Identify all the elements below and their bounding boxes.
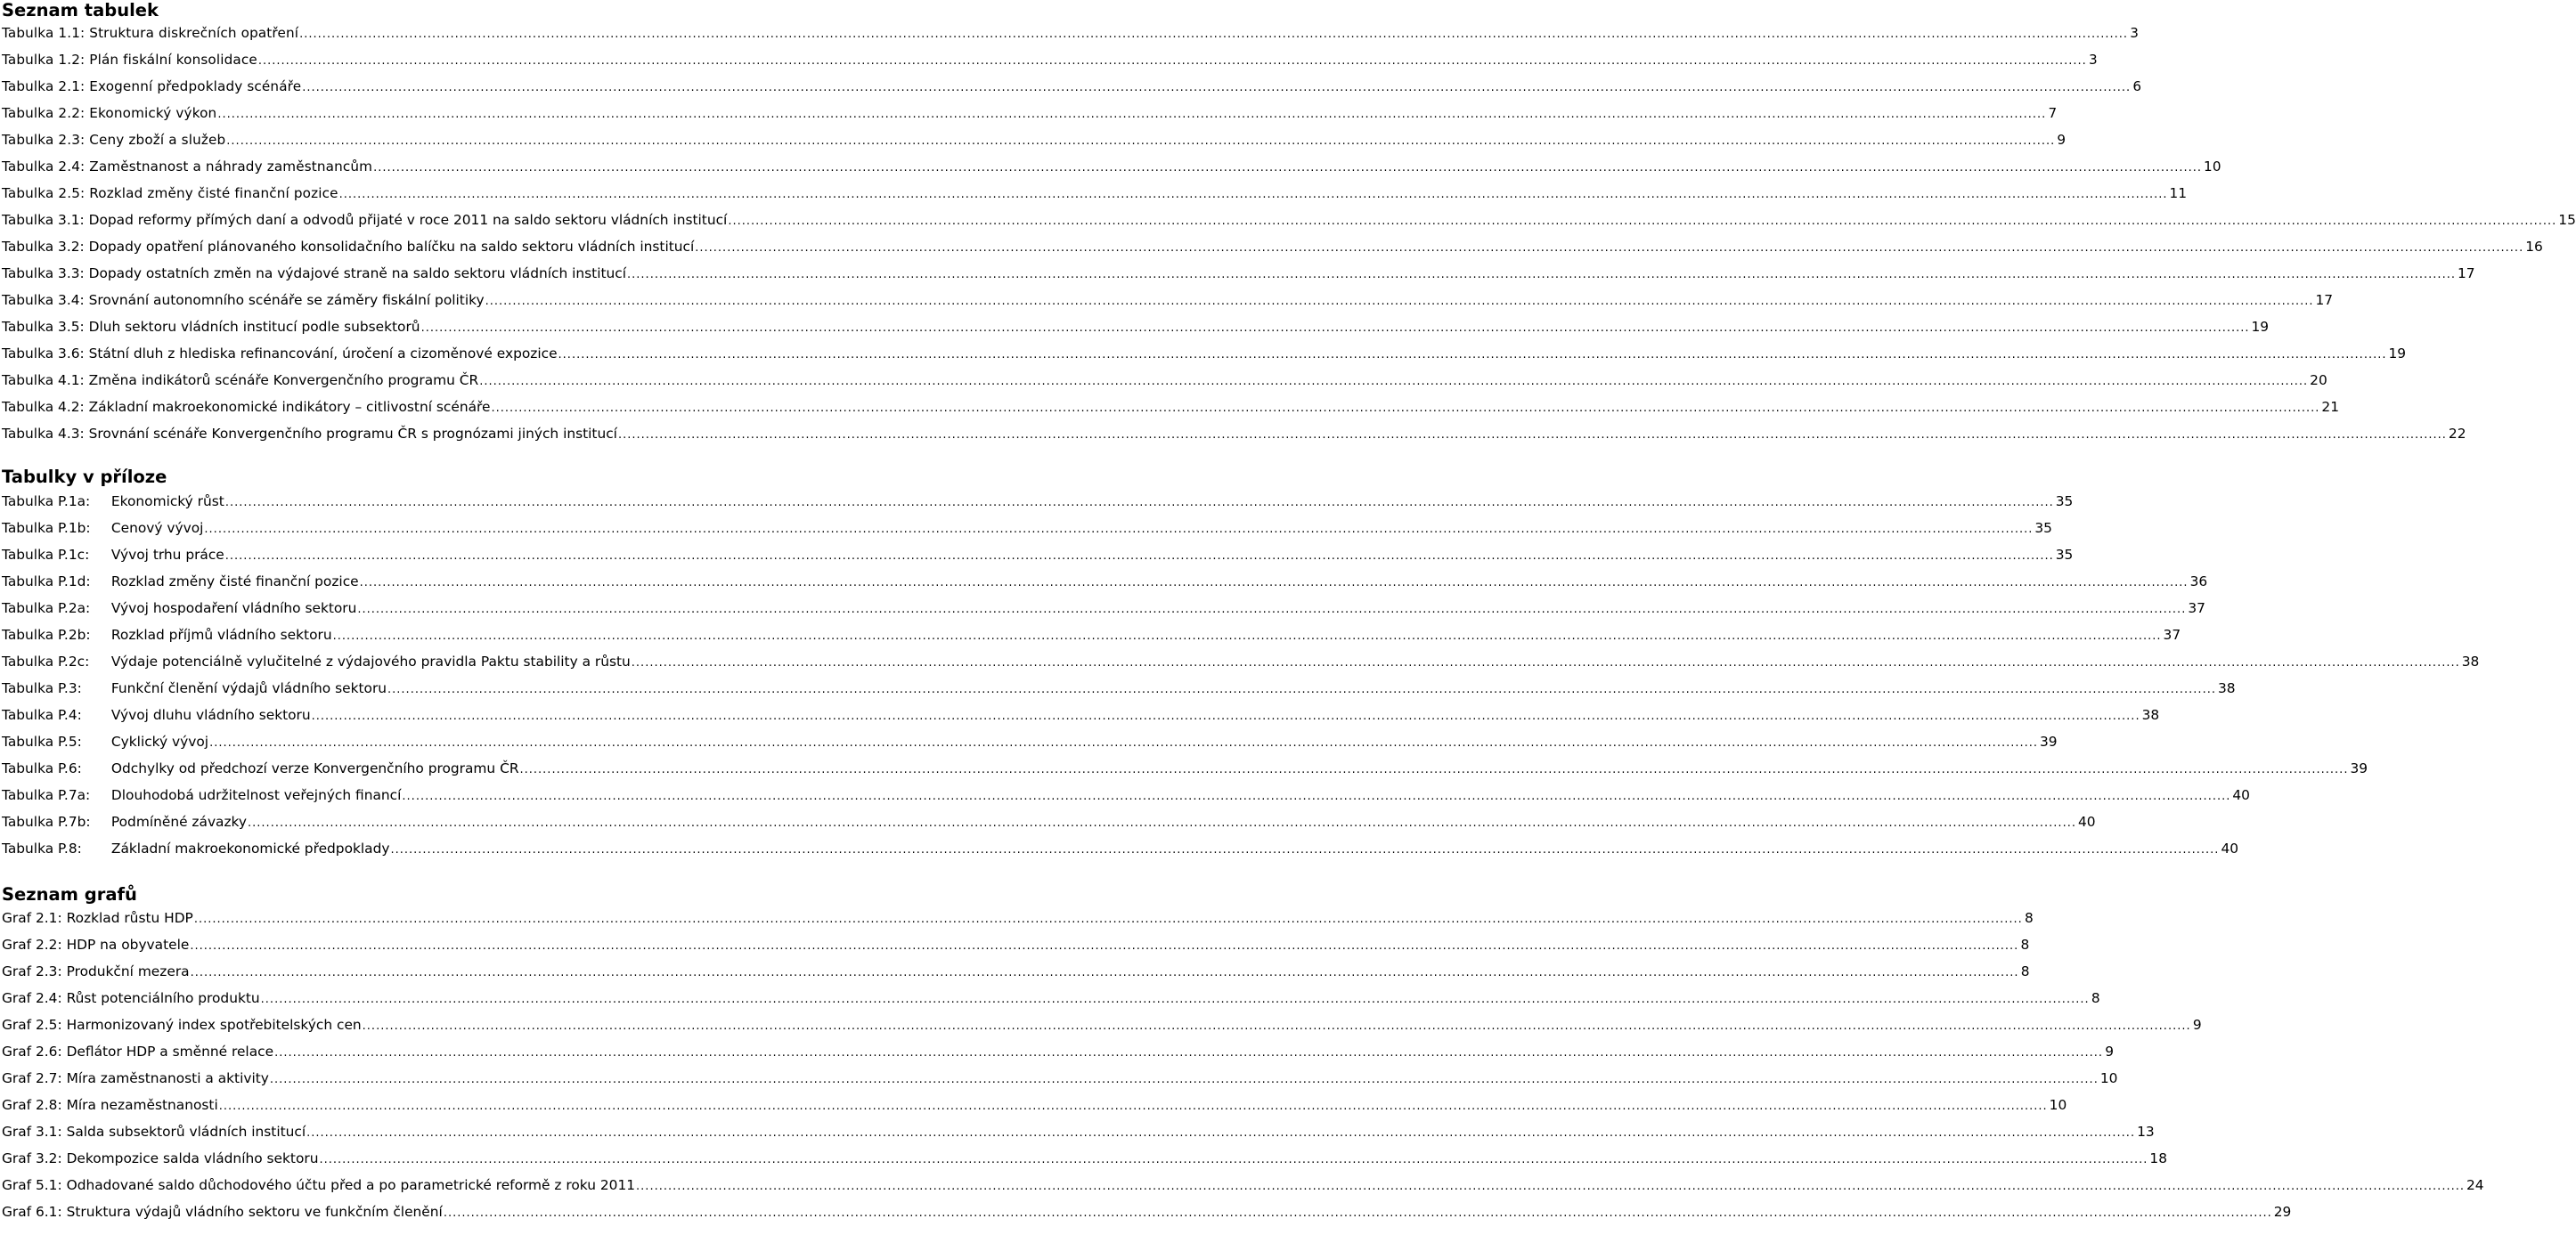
toc-entry-page-number: 35 <box>2055 493 2074 509</box>
toc-entry-code: Tabulka 2.4: <box>2 158 86 175</box>
toc-entry-page-number: 10 <box>2099 1070 2118 1086</box>
toc-entry[interactable] <box>2 73 2142 100</box>
toc-entry-code: Tabulka P.2c: <box>2 654 90 670</box>
toc-entry-title: Struktura diskrečních opatření <box>89 25 299 41</box>
toc-entry-page-number: 40 <box>2077 814 2096 830</box>
dot-leader: ................................................................................................................................................................................................................................................................................................................................................................................................................ <box>226 134 2056 148</box>
toc-entry-code: Graf 3.2: <box>2 1150 62 1166</box>
toc-entry-code: Graf 2.4: <box>2 990 62 1006</box>
dot-leader: ................................................................................................................................................................................................................................................................................................................................................................................................................ <box>319 1153 2148 1166</box>
toc-entry-title: Odhadované saldo důchodového účtu před a po parametrické reformě z roku 2011 <box>66 1177 636 1193</box>
toc-entry-page-number: 39 <box>2350 760 2368 776</box>
toc-entry-code: Tabulka P.7a: <box>2 787 91 803</box>
toc-entry-code: Tabulka P.1b: <box>2 520 91 536</box>
toc-entry[interactable] <box>2 1198 2292 1225</box>
toc-entry-label <box>2 702 311 728</box>
toc-entry[interactable] <box>2 100 2058 126</box>
toc-entry-title: Dekompozice salda vládního sektoru <box>66 1150 319 1166</box>
toc-entry-title: Zaměstnanost a náhrady zaměstnancům <box>89 158 373 175</box>
toc-entry-title: Míra nezaměstnanosti <box>66 1097 218 1113</box>
toc-entry-page-number: 38 <box>2217 680 2236 696</box>
toc-entry-title: Funkční členění výdajů vládního sektoru <box>110 680 387 696</box>
toc-entry-page-number: 16 <box>2525 239 2543 255</box>
toc-entry-title: Dopady ostatních změn na výdajové straně na saldo sektoru vládních institucí <box>88 265 627 281</box>
toc-entry-title: Vývoj trhu práce <box>110 547 224 563</box>
toc-entry-code: Graf 2.3: <box>2 963 62 979</box>
toc-entry-label <box>2 20 298 46</box>
dot-leader: ................................................................................................................................................................................................................................................................................................................................................................................................................ <box>193 913 2023 926</box>
toc-entry-code: Graf 2.2: <box>2 937 62 953</box>
toc-entry-label <box>2 233 694 260</box>
toc-entry[interactable] <box>2 515 2052 541</box>
toc-entry-code: Tabulka P.8: <box>2 841 82 857</box>
toc-entry-title: Srovnání scénáře Konvergenčního programu ČR s prognózami jiných institucí <box>88 426 617 442</box>
toc-entry-title: Podmíněné závazky <box>110 814 248 830</box>
toc-entry-label <box>2 568 359 595</box>
dot-leader: ................................................................................................................................................................................................................................................................................................................................................................................................................ <box>558 348 2387 362</box>
toc-entry-page-number: 3 <box>2088 52 2098 68</box>
toc-entry-page-number: 37 <box>2163 627 2181 643</box>
toc-entry-title: Vývoj hospodaření vládního sektoru <box>110 600 357 616</box>
toc-entry-code: Tabulka P.1c: <box>2 547 90 563</box>
toc-entry-page-number: 37 <box>2188 600 2205 616</box>
toc-entry[interactable] <box>2 675 2236 702</box>
toc-entry-code: Tabulka 3.5: <box>2 319 85 335</box>
toc-entry-title: Cyklický vývoj <box>110 734 209 750</box>
toc-entry-label <box>2 1198 443 1225</box>
toc-entry-page-number: 40 <box>2221 841 2239 857</box>
toc-entry-page-number: 36 <box>2189 573 2208 589</box>
list-of-appendix-tables <box>2 465 2480 864</box>
toc-entry-title: Základní makroekonomické předpoklady <box>110 841 390 857</box>
toc-entry-label <box>2 180 338 207</box>
toc-entry[interactable] <box>2 1118 2155 1145</box>
dot-leader: ................................................................................................................................................................................................................................................................................................................................................................................................................ <box>617 428 2447 442</box>
toc-entry-code: Tabulka P.7b: <box>2 814 91 830</box>
toc-entry[interactable] <box>2 808 2096 835</box>
toc-entry-label <box>2 260 626 287</box>
toc-entry-code: Tabulka 3.3: <box>2 265 85 281</box>
toc-entry[interactable] <box>2 985 2100 1012</box>
toc-entry-title: Růst potenciálního produktu <box>66 990 260 1006</box>
toc-entry[interactable] <box>2 1065 2118 1092</box>
toc-entry[interactable] <box>2 541 2074 568</box>
dot-leader: ................................................................................................................................................................................................................................................................................................................................................................................................................ <box>190 966 2019 979</box>
toc-entry[interactable] <box>2 782 2250 808</box>
toc-entry-code: Tabulka 2.1: <box>2 78 86 94</box>
toc-entry-page-number: 18 <box>2149 1150 2167 1166</box>
section-heading: Tabulky v příloze <box>2 467 167 487</box>
toc-entry[interactable] <box>2 702 2160 728</box>
dot-leader: ................................................................................................................................................................................................................................................................................................................................................................................................................ <box>636 1180 2465 1193</box>
toc-entry-label <box>2 985 260 1012</box>
toc-entry-title: Dlouhodobá udržitelnost veřejných financí <box>110 787 402 803</box>
toc-entry-page-number: 19 <box>2388 345 2407 362</box>
toc-entry-label <box>2 958 190 985</box>
dot-leader: ................................................................................................................................................................................................................................................................................................................................................................................................................ <box>209 736 2039 750</box>
toc-entry-page-number: 8 <box>2020 937 2030 953</box>
toc-entry-title: HDP na obyvatele <box>66 937 190 953</box>
toc-entry-page-number: 9 <box>2105 1044 2114 1060</box>
toc-entry-code: Tabulka P.3: <box>2 680 82 696</box>
toc-entry-page-number: 8 <box>2091 990 2100 1006</box>
toc-entry-label <box>2 287 485 313</box>
list-of-graphs <box>2 883 2484 1227</box>
toc-entry-label <box>2 1012 362 1038</box>
toc-entry-title: Ceny zboží a služeb <box>89 132 226 148</box>
toc-entries <box>2 20 2576 447</box>
toc-entry-title: Dluh sektoru vládních institucí podle subsektorů <box>88 319 420 335</box>
toc-entry-page-number: 6 <box>2132 78 2142 94</box>
dot-leader: ................................................................................................................................................................................................................................................................................................................................................................................................................ <box>479 375 2309 388</box>
toc-entries <box>2 905 2484 1225</box>
toc-entry[interactable] <box>2 958 2030 985</box>
toc-entry[interactable] <box>2 1038 2114 1065</box>
toc-entry-page-number: 22 <box>2448 426 2466 442</box>
toc-entry-title: Dopad reformy přímých daní a odvodů přijaté v roce 2011 na saldo sektoru vládních institucí <box>88 212 728 228</box>
toc-entry-code: Graf 2.7: <box>2 1070 62 1086</box>
toc-entry-title: Výdaje potenciálně vylučitelné z výdajového pravidla Paktu stability a růstu <box>110 654 631 670</box>
toc-entry-label <box>2 808 247 835</box>
toc-entry-label <box>2 1172 635 1198</box>
toc-entry-title: Vývoj dluhu vládního sektoru <box>110 707 311 723</box>
toc-entry-page-number: 17 <box>2457 265 2475 281</box>
toc-entry-label <box>2 728 208 755</box>
toc-entry-code: Tabulka 4.1: <box>2 372 85 388</box>
dot-leader: ................................................................................................................................................................................................................................................................................................................................................................................................................ <box>491 402 2320 415</box>
toc-entry[interactable] <box>2 313 2270 340</box>
dot-leader: ................................................................................................................................................................................................................................................................................................................................................................................................................ <box>224 496 2054 509</box>
toc-entry-label <box>2 367 478 394</box>
toc-entry-label <box>2 394 490 420</box>
dot-leader: ................................................................................................................................................................................................................................................................................................................................................................................................................ <box>631 656 2460 670</box>
toc-entry[interactable] <box>2 648 2480 675</box>
toc-entry[interactable] <box>2 420 2466 447</box>
toc-entry-label <box>2 835 390 862</box>
toc-entry-label <box>2 1118 306 1145</box>
toc-entry-page-number: 38 <box>2141 707 2160 723</box>
toc-entry-label <box>2 126 225 153</box>
dot-leader: ................................................................................................................................................................................................................................................................................................................................................................................................................ <box>402 790 2231 803</box>
toc-entry-title: Míra zaměstnanosti a aktivity <box>66 1070 269 1086</box>
toc-entry-title: Rozklad změny čisté finanční pozice <box>89 185 338 201</box>
toc-entry[interactable] <box>2 595 2205 622</box>
toc-entry-code: Tabulka P.4: <box>2 707 82 723</box>
toc-entry-page-number: 9 <box>2192 1017 2202 1033</box>
toc-entry-code: Tabulka 4.2: <box>2 399 85 415</box>
dot-leader: ................................................................................................................................................................................................................................................................................................................................................................................................................ <box>204 523 2034 536</box>
toc-entry-label <box>2 420 617 447</box>
toc-entry[interactable] <box>2 394 2339 420</box>
dot-leader: ................................................................................................................................................................................................................................................................................................................................................................................................................ <box>274 1046 2103 1060</box>
toc-entry-label <box>2 541 224 568</box>
section-heading: Seznam tabulek <box>2 0 159 20</box>
toc-entry-page-number: 17 <box>2315 292 2334 308</box>
toc-entry-title: Ekonomický výkon <box>89 105 217 121</box>
dot-leader: ................................................................................................................................................................................................................................................................................................................................................................................................................ <box>269 1073 2099 1086</box>
toc-entry-label <box>2 1092 218 1118</box>
toc-entry[interactable] <box>2 1012 2202 1038</box>
toc-entry-code: Tabulka P.2b: <box>2 627 91 643</box>
toc-entry-page-number: 7 <box>2048 105 2058 121</box>
toc-entry-page-number: 10 <box>2049 1097 2067 1113</box>
toc-entry-label <box>2 675 387 702</box>
toc-entry-code: Tabulka 3.4: <box>2 292 85 308</box>
toc-entry-code: Graf 6.1: <box>2 1204 62 1220</box>
dot-leader: ................................................................................................................................................................................................................................................................................................................................................................................................................ <box>311 710 2140 723</box>
toc-entry-page-number: 40 <box>2232 787 2250 803</box>
toc-entry-page-number: 24 <box>2466 1177 2484 1193</box>
toc-entry-page-number: 9 <box>2057 132 2067 148</box>
toc-entry-title: Základní makroekonomické indikátory – citlivostní scénáře <box>88 399 491 415</box>
dot-leader: ................................................................................................................................................................................................................................................................................................................................................................................................................ <box>362 1020 2191 1033</box>
dot-leader: ................................................................................................................................................................................................................................................................................................................................................................................................................ <box>299 28 2129 41</box>
toc-entry-title: Deflátor HDP a směnné relace <box>66 1044 274 1060</box>
toc-entry[interactable] <box>2 1092 2067 1118</box>
toc-entry[interactable] <box>2 260 2475 287</box>
toc-entry-label <box>2 905 193 931</box>
toc-entry-page-number: 19 <box>2251 319 2270 335</box>
toc-entry-code: Graf 2.1: <box>2 910 62 926</box>
toc-entry-code: Tabulka 3.2: <box>2 239 85 255</box>
dot-leader: ................................................................................................................................................................................................................................................................................................................................................................................................................ <box>519 763 2349 776</box>
toc-entries <box>2 488 2480 862</box>
toc-entry[interactable] <box>2 622 2181 648</box>
toc-entry[interactable] <box>2 207 2576 233</box>
toc-entry-title: Struktura výdajů vládního sektoru ve funkčním členění <box>66 1204 443 1220</box>
dot-leader: ................................................................................................................................................................................................................................................................................................................................................................................................................ <box>420 321 2250 335</box>
toc-entry-title: Odchylky od předchozí verze Konvergenčního programu ČR <box>110 760 519 776</box>
toc-entry[interactable] <box>2 126 2067 153</box>
toc-entry-label <box>2 153 372 180</box>
toc-entry-page-number: 8 <box>2020 963 2030 979</box>
toc-entry[interactable] <box>2 233 2543 260</box>
section-heading: Seznam grafů <box>2 884 137 905</box>
toc-entry[interactable] <box>2 20 2140 46</box>
toc-entry-title: Rozklad růstu HDP <box>66 910 193 926</box>
toc-entry-code: Graf 3.1: <box>2 1124 62 1140</box>
toc-entry-label <box>2 313 420 340</box>
toc-entry-code: Tabulka 1.1: <box>2 25 86 41</box>
dot-leader: ................................................................................................................................................................................................................................................................................................................................................................................................................ <box>248 817 2076 830</box>
toc-entry[interactable] <box>2 153 2221 180</box>
toc-entry-code: Tabulka 3.6: <box>2 345 85 362</box>
toc-entry-title: Ekonomický růst <box>110 493 224 509</box>
toc-entry-code: Graf 2.6: <box>2 1044 62 1060</box>
toc-entry-title: Exogenní předpoklady scénáře <box>89 78 302 94</box>
toc-entry-code: Tabulka 1.2: <box>2 52 86 68</box>
toc-entry-label <box>2 1065 269 1092</box>
toc-entry-page-number: 38 <box>2461 654 2480 670</box>
toc-entry-page-number: 11 <box>2169 185 2188 201</box>
toc-entry[interactable] <box>2 1145 2167 1172</box>
toc-entry-label <box>2 515 203 541</box>
toc-entry-page-number: 20 <box>2310 372 2327 388</box>
toc-entry-page-number: 8 <box>2024 910 2034 926</box>
document <box>2 0 2576 1227</box>
dot-leader: ................................................................................................................................................................................................................................................................................................................................................................................................................ <box>359 576 2189 589</box>
toc-entry-label <box>2 622 332 648</box>
toc-entry-label <box>2 207 727 233</box>
toc-entry-page-number: 35 <box>2034 520 2052 536</box>
toc-entry-label <box>2 755 519 782</box>
toc-entry-code: Tabulka P.5: <box>2 734 82 750</box>
dot-leader: ................................................................................................................................................................................................................................................................................................................................................................................................................ <box>260 993 2090 1006</box>
toc-entry-code: Tabulka P.1d: <box>2 573 91 589</box>
dot-leader: ................................................................................................................................................................................................................................................................................................................................................................................................................ <box>695 241 2524 255</box>
dot-leader: ................................................................................................................................................................................................................................................................................................................................................................................................................ <box>302 81 2132 94</box>
toc-entry[interactable] <box>2 287 2334 313</box>
toc-entry-title: Plán fiskální konsolidace <box>89 52 257 68</box>
dot-leader: ................................................................................................................................................................................................................................................................................................................................................................................................................ <box>373 161 2203 175</box>
toc-entry-title: Srovnání autonomního scénáře se záměry fiskální politiky <box>88 292 485 308</box>
toc-entry[interactable] <box>2 340 2407 367</box>
dot-leader: ................................................................................................................................................................................................................................................................................................................................................................................................................ <box>217 108 2047 121</box>
toc-entry-title: Produkční mezera <box>66 963 190 979</box>
toc-entry-label <box>2 1145 318 1172</box>
toc-entry-title: Dopady opatření plánovaného konsolidačního balíčku na saldo sektoru vládních institucí <box>88 239 695 255</box>
toc-entry-page-number: 29 <box>2273 1204 2292 1220</box>
toc-entry-code: Tabulka 3.1: <box>2 212 85 228</box>
dot-leader: ................................................................................................................................................................................................................................................................................................................................................................................................................ <box>190 939 2019 953</box>
toc-entry-title: Cenový vývoj <box>110 520 204 536</box>
toc-entry-title: Harmonizovaný index spotřebitelských cen <box>66 1017 362 1033</box>
toc-entry-code: Tabulka 2.5: <box>2 185 86 201</box>
toc-entry-label <box>2 46 257 73</box>
toc-entry-page-number: 3 <box>2130 25 2140 41</box>
toc-entry[interactable] <box>2 835 2239 862</box>
dot-leader: ................................................................................................................................................................................................................................................................................................................................................................................................................ <box>390 843 2220 857</box>
toc-entry[interactable] <box>2 568 2208 595</box>
toc-entry-label <box>2 1038 273 1065</box>
toc-entry[interactable] <box>2 488 2074 515</box>
dot-leader: ................................................................................................................................................................................................................................................................................................................................................................................................................ <box>224 549 2054 563</box>
toc-entry-code: Tabulka 2.2: <box>2 105 86 121</box>
toc-entry-page-number: 39 <box>2040 734 2058 750</box>
toc-entry-code: Tabulka P.2a: <box>2 600 91 616</box>
toc-entry[interactable] <box>2 46 2098 73</box>
toc-entry-label <box>2 73 301 100</box>
toc-entry[interactable] <box>2 755 2368 782</box>
toc-entry[interactable] <box>2 905 2034 931</box>
toc-entry-title: Změna indikátorů scénáře Konvergenčního programu ČR <box>88 372 479 388</box>
toc-entry-label <box>2 100 216 126</box>
toc-entry-code: Tabulka 2.3: <box>2 132 86 148</box>
toc-entry-page-number: 21 <box>2321 399 2339 415</box>
toc-entry-page-number: 35 <box>2055 547 2074 563</box>
toc-entry-code: Graf 2.8: <box>2 1097 62 1113</box>
dot-leader: ................................................................................................................................................................................................................................................................................................................................................................................................................ <box>627 268 2456 281</box>
dot-leader: ................................................................................................................................................................................................................................................................................................................................................................................................................ <box>218 1100 2048 1113</box>
toc-entry-page-number: 15 <box>2558 212 2576 228</box>
toc-entry-label <box>2 488 224 515</box>
toc-entry-code: Tabulka 4.3: <box>2 426 85 442</box>
toc-entry-title: Rozklad příjmů vládního sektoru <box>110 627 332 643</box>
toc-entry[interactable] <box>2 931 2030 958</box>
toc-entry-label <box>2 931 189 958</box>
toc-entry-code: Graf 5.1: <box>2 1177 62 1193</box>
dot-leader: ................................................................................................................................................................................................................................................................................................................................................................................................................ <box>387 683 2216 696</box>
toc-entry-page-number: 13 <box>2137 1124 2155 1140</box>
toc-entry[interactable] <box>2 180 2188 207</box>
dot-leader: ................................................................................................................................................................................................................................................................................................................................................................................................................ <box>338 188 2168 201</box>
toc-entry-label <box>2 782 401 808</box>
toc-entry-code: Tabulka P.6: <box>2 760 82 776</box>
toc-entry-title: Rozklad změny čisté finanční pozice <box>110 573 359 589</box>
toc-entry-label <box>2 595 356 622</box>
toc-entry-label <box>2 340 558 367</box>
dot-leader: ................................................................................................................................................................................................................................................................................................................................................................................................................ <box>306 1126 2136 1140</box>
dot-leader: ................................................................................................................................................................................................................................................................................................................................................................................................................ <box>728 215 2557 228</box>
toc-entry[interactable] <box>2 728 2058 755</box>
toc-entry[interactable] <box>2 367 2327 394</box>
toc-entry-title: Státní dluh z hlediska refinancování, úročení a cizoměnové expozice <box>88 345 558 362</box>
dot-leader: ................................................................................................................................................................................................................................................................................................................................................................................................................ <box>485 295 2314 308</box>
toc-entry-code: Tabulka P.1a: <box>2 493 91 509</box>
dot-leader: ................................................................................................................................................................................................................................................................................................................................................................................................................ <box>357 603 2187 616</box>
toc-entry-title: Salda subsektorů vládních institucí <box>66 1124 306 1140</box>
toc-entry[interactable] <box>2 1172 2484 1198</box>
dot-leader: ................................................................................................................................................................................................................................................................................................................................................................................................................ <box>332 630 2162 643</box>
toc-entry-page-number: 10 <box>2204 158 2221 175</box>
dot-leader: ................................................................................................................................................................................................................................................................................................................................................................................................................ <box>443 1207 2272 1220</box>
list-of-tables <box>2 0 2576 449</box>
toc-entry-code: Graf 2.5: <box>2 1017 62 1033</box>
dot-leader: ................................................................................................................................................................................................................................................................................................................................................................................................................ <box>257 54 2087 68</box>
toc-entry-label <box>2 648 631 675</box>
